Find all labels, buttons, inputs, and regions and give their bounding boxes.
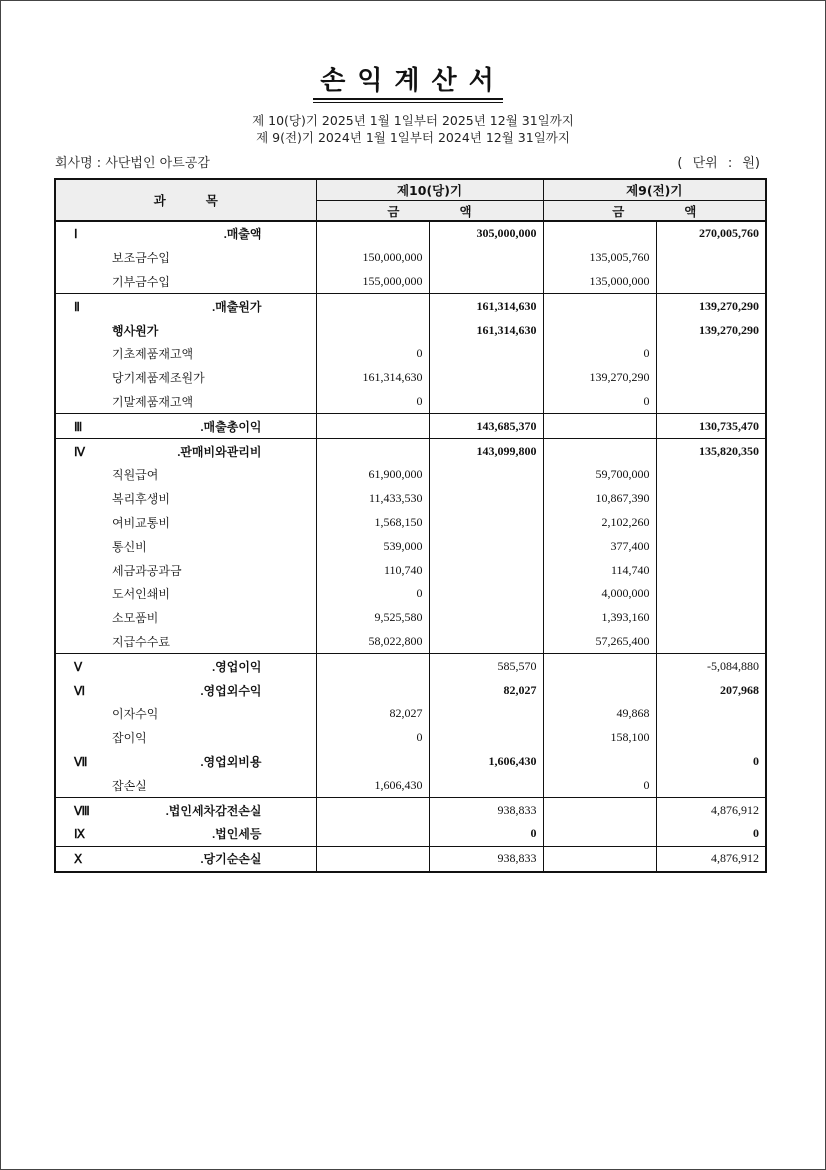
prior-total-amount: 0 <box>656 750 766 774</box>
row-label <box>55 246 316 270</box>
row-label <box>55 582 316 606</box>
prior-detail-amount: 4,000,000 <box>543 582 656 606</box>
header-current-amount: 금액 <box>316 201 543 222</box>
header-current-period: 제10(당)기 <box>316 179 543 201</box>
current-total-amount <box>429 582 543 606</box>
prior-detail-amount <box>543 414 656 439</box>
row-label-text: 소모품비 <box>112 611 159 626</box>
row-label-text: Ⅰ.매출액 <box>74 227 262 242</box>
table-row <box>55 390 766 414</box>
current-total-amount <box>429 630 543 654</box>
current-total-amount <box>429 558 543 582</box>
current-detail-amount: 110,740 <box>316 558 429 582</box>
row-label-text: Ⅹ.당기순손실 <box>74 852 262 867</box>
row-label-text: 기말제품재고액 <box>112 394 194 409</box>
prior-total-amount <box>656 702 766 726</box>
period-current: 제 10(당)기 2025년 1월 1일부터 2025년 12월 31일까지 <box>252 113 574 128</box>
prior-total-amount <box>656 630 766 654</box>
row-label <box>55 726 316 750</box>
prior-total-amount: 139,270,290 <box>656 294 766 318</box>
prior-detail-amount: 158,100 <box>543 726 656 750</box>
current-detail-amount: 0 <box>316 390 429 414</box>
row-label <box>55 439 316 463</box>
row-label-text: Ⅴ.영업이익 <box>74 659 262 674</box>
table-row <box>55 750 766 774</box>
current-detail-amount <box>316 414 429 439</box>
table-row <box>55 318 766 342</box>
current-total-amount: 938,833 <box>429 798 543 822</box>
table-row <box>55 678 766 702</box>
table-row <box>55 846 766 871</box>
row-label-text: Ⅵ.영업외수익 <box>74 683 262 698</box>
prior-total-amount: 4,876,912 <box>656 846 766 871</box>
prior-detail-amount <box>543 654 656 678</box>
current-detail-amount: 0 <box>316 582 429 606</box>
table-row <box>55 798 766 822</box>
header-item: 과목 <box>55 179 316 221</box>
prior-total-amount <box>656 270 766 294</box>
current-total-amount <box>429 726 543 750</box>
row-label <box>55 390 316 414</box>
table-row <box>55 511 766 535</box>
current-total-amount: 143,685,370 <box>429 414 543 439</box>
current-total-amount <box>429 366 543 390</box>
prior-detail-amount <box>543 439 656 463</box>
current-total-amount <box>429 463 543 487</box>
table-row <box>55 654 766 678</box>
current-total-amount: 161,314,630 <box>429 294 543 318</box>
table-row <box>55 606 766 630</box>
current-detail-amount: 1,606,430 <box>316 773 429 797</box>
prior-total-amount: 207,968 <box>656 678 766 702</box>
prior-detail-amount <box>543 846 656 871</box>
current-total-amount <box>429 773 543 797</box>
row-label-text: Ⅷ.법인세차감전손실 <box>74 803 262 818</box>
income-statement-table <box>54 178 767 873</box>
table-row <box>55 294 766 318</box>
current-detail-amount: 155,000,000 <box>316 270 429 294</box>
prior-detail-amount: 10,867,390 <box>543 487 656 511</box>
prior-detail-amount: 135,005,760 <box>543 246 656 270</box>
row-label <box>55 846 316 871</box>
table-row <box>55 702 766 726</box>
table-row <box>55 463 766 487</box>
row-label <box>55 678 316 702</box>
table-row <box>55 270 766 294</box>
row-label-text: 기초제품재고액 <box>112 347 194 362</box>
current-detail-amount: 0 <box>316 342 429 366</box>
row-label-text: Ⅳ.판매비와관리비 <box>74 444 262 459</box>
prior-detail-amount: 1,393,160 <box>543 606 656 630</box>
row-label <box>55 630 316 654</box>
row-label-text: 복리후생비 <box>112 492 170 507</box>
current-detail-amount <box>316 221 429 246</box>
prior-total-amount <box>656 606 766 630</box>
prior-detail-amount <box>543 221 656 246</box>
row-label <box>55 511 316 535</box>
current-total-amount: 305,000,000 <box>429 221 543 246</box>
row-label <box>55 342 316 366</box>
row-label <box>55 487 316 511</box>
prior-total-amount: 139,270,290 <box>656 318 766 342</box>
prior-total-amount <box>656 582 766 606</box>
row-label-text: 당기제품제조원가 <box>112 371 205 386</box>
current-total-amount <box>429 702 543 726</box>
row-label-text: 여비교통비 <box>112 515 170 530</box>
prior-detail-amount: 0 <box>543 342 656 366</box>
row-label-text: 통신비 <box>112 539 147 554</box>
table-row <box>55 822 766 846</box>
prior-detail-amount: 49,868 <box>543 702 656 726</box>
row-label-text: 이자수익 <box>112 707 159 722</box>
current-detail-amount: 9,525,580 <box>316 606 429 630</box>
prior-detail-amount <box>543 318 656 342</box>
row-label-text: 잡손실 <box>112 778 147 793</box>
current-total-amount <box>429 487 543 511</box>
current-total-amount <box>429 270 543 294</box>
prior-total-amount <box>656 558 766 582</box>
prior-detail-amount <box>543 822 656 846</box>
row-label-text: 지급수수료 <box>112 634 170 649</box>
table-row <box>55 726 766 750</box>
prior-total-amount <box>656 246 766 270</box>
current-detail-amount: 539,000 <box>316 534 429 558</box>
current-total-amount <box>429 606 543 630</box>
row-label-text: Ⅶ.영업외비용 <box>74 754 262 769</box>
row-label <box>55 318 316 342</box>
prior-total-amount <box>656 511 766 535</box>
current-total-amount <box>429 342 543 366</box>
row-label <box>55 270 316 294</box>
current-total-amount: 82,027 <box>429 678 543 702</box>
current-total-amount: 161,314,630 <box>429 318 543 342</box>
table-row <box>55 246 766 270</box>
row-label <box>55 702 316 726</box>
prior-detail-amount: 2,102,260 <box>543 511 656 535</box>
prior-total-amount <box>656 342 766 366</box>
table-row <box>55 534 766 558</box>
table-row <box>55 221 766 246</box>
prior-total-amount <box>656 390 766 414</box>
row-label <box>55 534 316 558</box>
current-detail-amount <box>316 439 429 463</box>
prior-total-amount <box>656 726 766 750</box>
statement-body <box>55 221 766 872</box>
row-label-text: Ⅱ.매출원가 <box>74 299 262 314</box>
row-label-text: 잡이익 <box>112 731 147 746</box>
row-label <box>55 773 316 797</box>
current-detail-amount: 11,433,530 <box>316 487 429 511</box>
current-total-amount <box>429 511 543 535</box>
current-total-amount: 0 <box>429 822 543 846</box>
row-label <box>55 798 316 822</box>
row-label <box>55 366 316 390</box>
current-total-amount: 1,606,430 <box>429 750 543 774</box>
current-detail-amount <box>316 654 429 678</box>
row-label-text: 기부금수입 <box>112 274 170 289</box>
row-label <box>55 654 316 678</box>
row-label <box>55 558 316 582</box>
table-row <box>55 630 766 654</box>
current-detail-amount: 58,022,800 <box>316 630 429 654</box>
table-row <box>55 439 766 463</box>
current-detail-amount: 0 <box>316 726 429 750</box>
current-detail-amount <box>316 798 429 822</box>
prior-detail-amount <box>543 798 656 822</box>
row-label-text: 세금과공과금 <box>112 563 182 578</box>
prior-detail-amount: 0 <box>543 773 656 797</box>
current-detail-amount <box>316 822 429 846</box>
table-row <box>55 582 766 606</box>
row-label <box>55 463 316 487</box>
row-label <box>55 294 316 318</box>
current-total-amount <box>429 390 543 414</box>
table-row <box>55 414 766 439</box>
prior-total-amount: 0 <box>656 822 766 846</box>
current-detail-amount: 82,027 <box>316 702 429 726</box>
prior-total-amount: 270,005,760 <box>656 221 766 246</box>
current-detail-amount <box>316 846 429 871</box>
row-label-text: 행사원가 <box>112 323 159 338</box>
row-label <box>55 221 316 246</box>
table-row <box>55 487 766 511</box>
period-prior: 제 9(전)기 2024년 1월 1일부터 2024년 12월 31일까지 <box>256 130 570 145</box>
current-total-amount: 143,099,800 <box>429 439 543 463</box>
current-total-amount: 938,833 <box>429 846 543 871</box>
prior-detail-amount: 59,700,000 <box>543 463 656 487</box>
current-detail-amount: 161,314,630 <box>316 366 429 390</box>
row-label <box>55 414 316 439</box>
current-detail-amount: 1,568,150 <box>316 511 429 535</box>
current-detail-amount: 61,900,000 <box>316 463 429 487</box>
current-total-amount <box>429 534 543 558</box>
current-detail-amount <box>316 678 429 702</box>
row-label-text: 직원급여 <box>112 468 159 483</box>
prior-total-amount: -5,084,880 <box>656 654 766 678</box>
prior-total-amount <box>656 534 766 558</box>
prior-total-amount <box>656 773 766 797</box>
table-row <box>55 773 766 797</box>
row-label-text: 보조금수입 <box>112 251 170 266</box>
row-label-text: Ⅲ.매출총이익 <box>74 419 262 434</box>
table-row <box>55 366 766 390</box>
row-label-text: Ⅸ.법인세등 <box>74 827 262 842</box>
header-prior-amount: 금액 <box>543 201 766 222</box>
prior-detail-amount: 135,000,000 <box>543 270 656 294</box>
current-detail-amount <box>316 294 429 318</box>
current-detail-amount: 150,000,000 <box>316 246 429 270</box>
document-title: 손익계산서 <box>320 66 506 96</box>
current-detail-amount <box>316 318 429 342</box>
prior-detail-amount: 114,740 <box>543 558 656 582</box>
table-row <box>55 342 766 366</box>
header-prior-period: 제9(전)기 <box>543 179 766 201</box>
prior-total-amount: 135,820,350 <box>656 439 766 463</box>
current-total-amount: 585,570 <box>429 654 543 678</box>
row-label <box>55 606 316 630</box>
current-detail-amount <box>316 750 429 774</box>
title-underline <box>313 98 503 100</box>
prior-detail-amount <box>543 678 656 702</box>
prior-total-amount <box>656 487 766 511</box>
unit-label: ( 단위 : 원) <box>677 156 760 171</box>
prior-detail-amount <box>543 750 656 774</box>
row-label-text: 도서인쇄비 <box>112 587 170 602</box>
prior-detail-amount: 377,400 <box>543 534 656 558</box>
prior-total-amount: 4,876,912 <box>656 798 766 822</box>
prior-total-amount <box>656 463 766 487</box>
prior-detail-amount: 0 <box>543 390 656 414</box>
company-name: 회사명 : 사단법인 아트공감 <box>55 156 210 171</box>
prior-total-amount: 130,735,470 <box>656 414 766 439</box>
prior-detail-amount: 57,265,400 <box>543 630 656 654</box>
prior-detail-amount: 139,270,290 <box>543 366 656 390</box>
row-label <box>55 750 316 774</box>
current-total-amount <box>429 246 543 270</box>
row-label <box>55 822 316 846</box>
prior-detail-amount <box>543 294 656 318</box>
title-underline-thin <box>313 102 503 103</box>
prior-total-amount <box>656 366 766 390</box>
table-row <box>55 558 766 582</box>
